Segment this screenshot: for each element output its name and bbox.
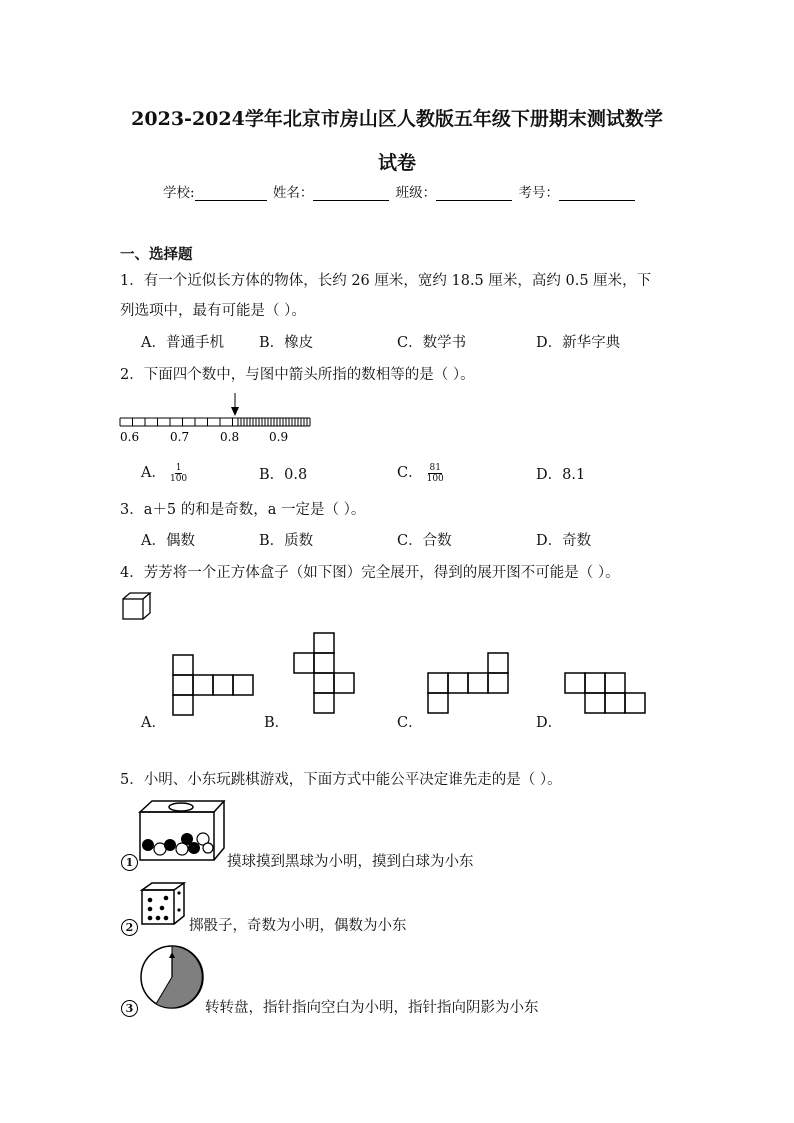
option-a-label: A． xyxy=(141,465,166,481)
die-icon xyxy=(138,880,190,928)
class-label: 班级： xyxy=(395,185,437,201)
exam-number-blank[interactable] xyxy=(559,186,635,201)
circled-number-3: 3 xyxy=(121,1000,138,1017)
ruler-arrow-head xyxy=(231,407,239,416)
circled-number-2: 2 xyxy=(121,919,138,936)
school-label: 学校: xyxy=(163,185,195,201)
cube-net-c xyxy=(425,650,513,720)
ruler-label-0.8: 0.8 xyxy=(220,430,240,444)
question-1-option-d[interactable]: D．新华字典 xyxy=(536,335,621,351)
option-c-label: C． xyxy=(397,465,423,481)
fraction-81-over-100 xyxy=(427,463,444,484)
cube-net-b xyxy=(291,630,359,720)
fraction-numerator: 81 xyxy=(429,462,441,473)
question-4-text: 4．芳芳将一个正方体盒子（如下图）完全展开，得到的展开图不可能是（ ）。 xyxy=(120,565,620,581)
cube-net-a xyxy=(170,652,258,720)
section-heading: 一、选择题 xyxy=(120,246,193,263)
question-1-option-c[interactable]: C．数学书 xyxy=(397,335,467,351)
spinner-icon xyxy=(138,944,208,1010)
question-2-option-d[interactable]: D．8.1 xyxy=(536,467,586,483)
name-label: 姓名： xyxy=(272,185,314,201)
name-blank[interactable] xyxy=(313,186,389,201)
fraction-denominator: 100 xyxy=(426,473,444,484)
question-3-option-d[interactable]: D．奇数 xyxy=(536,533,592,549)
ball-box-icon xyxy=(136,798,228,864)
item-3-marker xyxy=(121,997,138,1017)
question-1-option-b[interactable]: B．橡皮 xyxy=(259,335,314,351)
fraction-1-over-100 xyxy=(170,463,187,484)
item-2-text: 掷骰子，奇数为小明，偶数为小东 xyxy=(189,918,407,934)
question-5-text: 5．小明、小东玩跳棋游戏，下面方式中能公平决定谁先走的是（ ）。 xyxy=(120,772,562,788)
item-3-text: 转转盘，指针指向空白为小明，指针指向阴影为小东 xyxy=(205,1000,539,1016)
question-4-option-c[interactable]: C． xyxy=(397,715,423,731)
school-blank[interactable] xyxy=(195,186,267,201)
circled-number-1: 1 xyxy=(121,854,138,871)
item-2-marker xyxy=(121,916,138,936)
ruler-label-0.6: 0.6 xyxy=(120,430,140,444)
question-3-option-b[interactable]: B．质数 xyxy=(259,533,314,549)
question-3-option-c[interactable]: C．合数 xyxy=(397,533,452,549)
question-3-text: 3．a＋5 的和是奇数，a 一定是（ ）。 xyxy=(120,502,366,518)
page-title: 2023-2024学年北京市房山区人教版五年级下册期末测试数学 xyxy=(131,108,663,130)
page-title-continued: 试卷 xyxy=(377,152,416,174)
ruler-label-0.9: 0.9 xyxy=(269,430,289,444)
number-line-ruler xyxy=(118,390,318,446)
ruler-ticks xyxy=(120,418,310,426)
question-1-option-a[interactable]: A．普通手机 xyxy=(141,335,224,351)
question-4-option-d[interactable]: D． xyxy=(536,715,563,731)
exam-number-label: 考号： xyxy=(518,185,559,201)
question-3-option-a[interactable]: A．偶数 xyxy=(141,533,195,549)
question-2-option-c[interactable] xyxy=(397,461,444,484)
cube-net-d xyxy=(562,670,650,720)
question-2-option-b[interactable]: B．0.8 xyxy=(259,467,308,483)
question-4-option-b[interactable]: B． xyxy=(264,715,290,731)
item-1-marker xyxy=(121,851,138,871)
class-blank[interactable] xyxy=(436,186,512,201)
cube-icon xyxy=(120,590,154,624)
question-1-line2: 列选项中，最有可能是（ ）。 xyxy=(120,303,306,319)
question-2-option-a[interactable] xyxy=(141,461,187,484)
ruler-label-0.7: 0.7 xyxy=(170,430,190,444)
fraction-denominator: 100 xyxy=(169,473,188,484)
student-info-line xyxy=(163,181,637,201)
question-4-option-a[interactable]: A． xyxy=(141,715,166,731)
item-1-text: 摸球摸到黑球为小明，摸到白球为小东 xyxy=(227,854,474,870)
question-1-line1: 1．有一个近似长方体的物体，长约 26 厘米，宽约 18.5 厘米，高约 0.5 厘米，下 xyxy=(120,273,652,289)
fraction-numerator: 1 xyxy=(175,462,182,473)
question-2-text: 2．下面四个数中，与图中箭头所指的数相等的是（ ）。 xyxy=(120,367,475,383)
